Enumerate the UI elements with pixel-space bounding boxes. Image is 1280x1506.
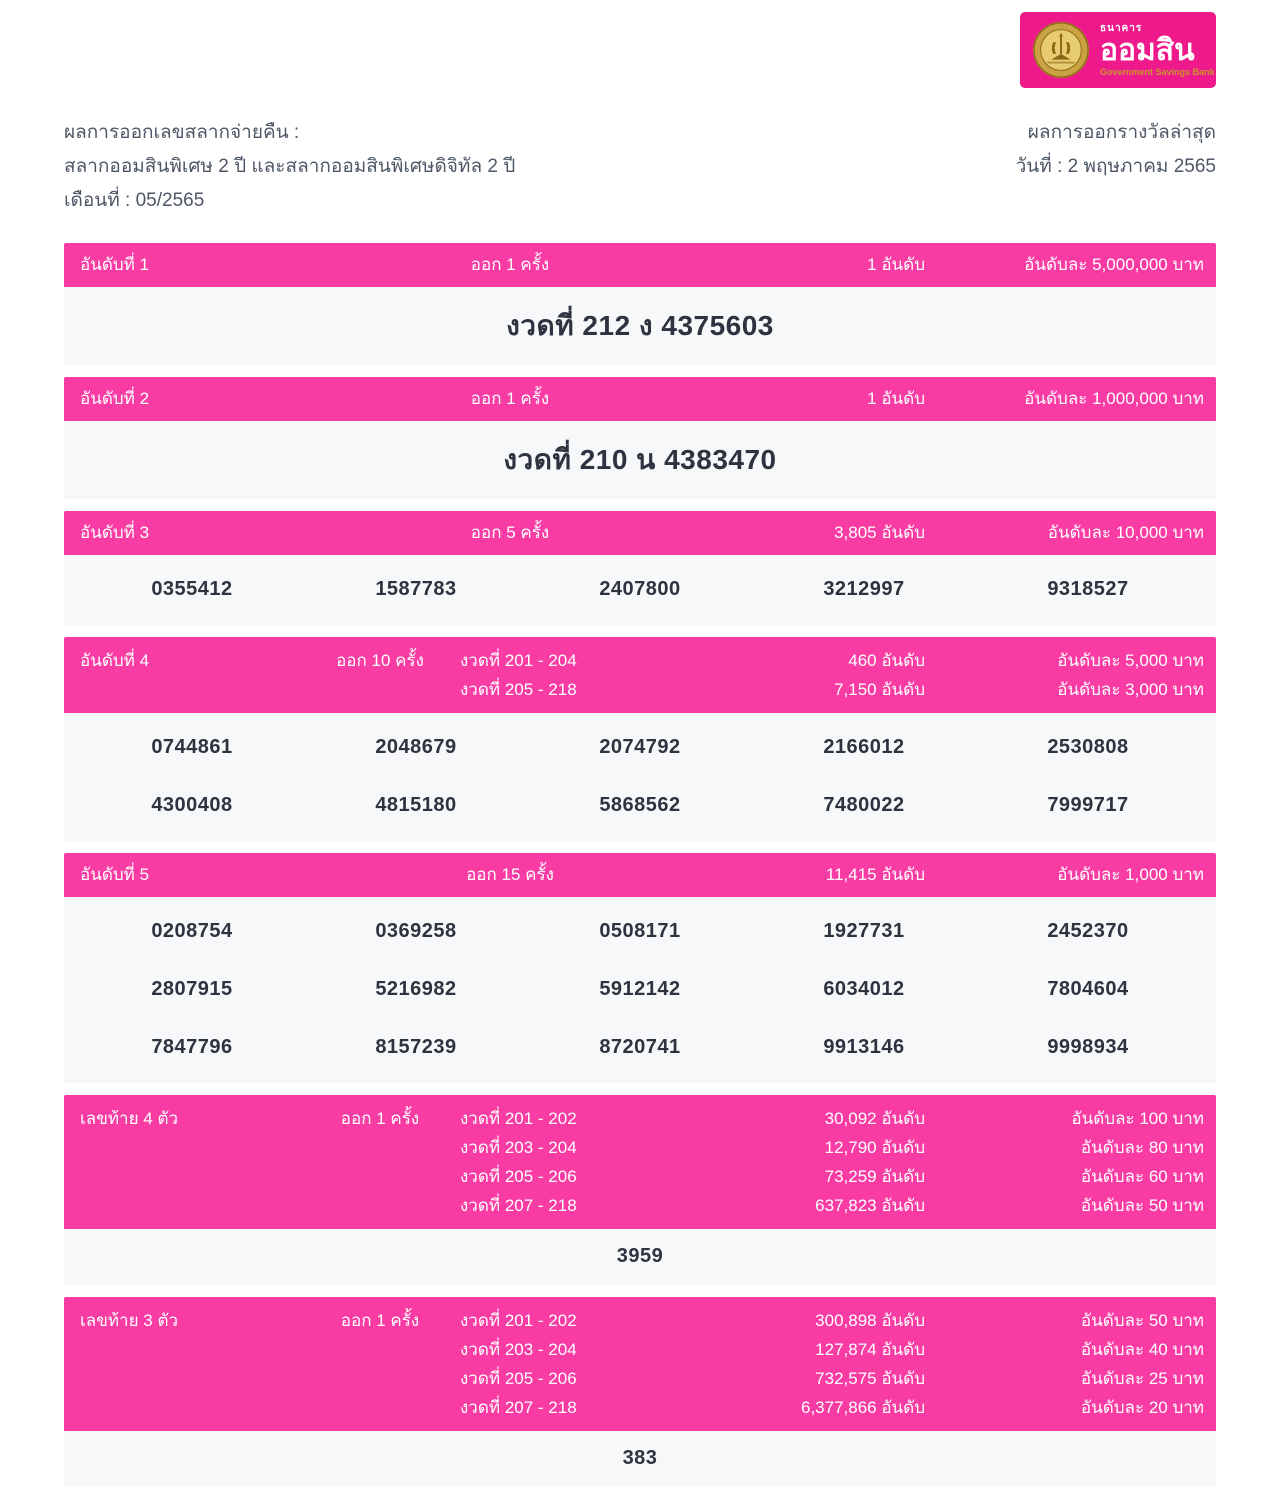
winning-number: 1587783 [375, 578, 457, 601]
tier-winner-count: 1 อันดับ [867, 255, 925, 275]
gsb-bank-name-en: Government Savings Bank [1100, 66, 1215, 77]
tier-winner-count: 127,874 อันดับ [815, 1339, 925, 1359]
winning-number: 2530808 [1047, 736, 1129, 759]
tier-bar-row [80, 1306, 1204, 1335]
tier-prize-amount: อันดับละ 60 บาท [1080, 1166, 1204, 1186]
tier-winner-count: 1 อันดับ [867, 389, 925, 409]
tier-title: อันดับที่ 2 [80, 389, 150, 409]
tier-title: อันดับที่ 1 [80, 255, 150, 275]
tier-winner-count: 12,790 อันดับ [824, 1137, 925, 1157]
draw-range: งวดที่ 205 - 206 [460, 1166, 577, 1186]
tier-bar-row [80, 1133, 1204, 1162]
winning-number: 9318527 [1047, 578, 1129, 601]
tier-title: อันดับที่ 5 [80, 865, 150, 885]
tier-prize-amount: อันดับละ 80 บาท [1080, 1137, 1204, 1157]
tier-title: อันดับที่ 3 [80, 523, 150, 543]
prize-tier-5-section [64, 853, 1216, 1083]
tier-prize-amount: อันดับละ 3,000 บาท [1057, 679, 1204, 699]
tier-bar-row [80, 1104, 1204, 1133]
winning-number: 2166012 [823, 736, 905, 759]
winning-number: 2074792 [599, 736, 681, 759]
draw-range: งวดที่ 201 - 202 [460, 1108, 577, 1128]
tier-bar-row [80, 1393, 1204, 1422]
tier-prize-amount: อันดับละ 40 บาท [1080, 1339, 1204, 1359]
tier-prize-amount: อันดับละ 100 บาท [1071, 1108, 1204, 1128]
results-title-line1: ผลการออกเลขสลากจ่ายคืน : [64, 122, 300, 143]
draw-range: งวดที่ 203 - 204 [460, 1137, 577, 1157]
prize-tier-4-bar [64, 637, 1216, 713]
prize-tier-3-section [64, 511, 1216, 625]
winning-number: 5868562 [599, 794, 681, 817]
winning-number: 5912142 [599, 978, 681, 1001]
tier-winner-count: 460 อันดับ [848, 650, 925, 670]
tier-bar-row [80, 1191, 1204, 1220]
tier-winner-count: 637,823 อันดับ [815, 1195, 925, 1215]
winning-number: 3212997 [823, 578, 905, 601]
winning-number: 7480022 [823, 794, 905, 817]
prize-tier-2-bar [64, 377, 1216, 421]
results-month: เดือนที่ : 05/2565 [64, 190, 205, 212]
tier-bar-row [80, 1162, 1204, 1191]
tier-4-numbers [64, 713, 1216, 841]
tier-winner-count: 11,415 อันดับ [825, 865, 925, 885]
prize-tier-2-section [64, 377, 1216, 499]
prize-tier-5-bar [64, 853, 1216, 897]
logo-row [64, 12, 1216, 88]
tier-5-numbers [64, 897, 1216, 1083]
winning-number: 2807915 [151, 978, 233, 1001]
winning-number: 8157239 [375, 1036, 457, 1059]
tier-prize-amount: อันดับละ 20 บาท [1080, 1397, 1204, 1417]
winning-number: 0744861 [151, 736, 233, 759]
winning-number: 8720741 [599, 1036, 681, 1059]
tier-prize-amount: อันดับละ 5,000,000 บาท [1024, 255, 1204, 275]
tier-draw-count: ออก 1 ครั้ง [470, 255, 550, 275]
tier-winner-count: 30,092 อันดับ [824, 1108, 925, 1128]
tier-prize-amount: อันดับละ 50 บาท [1080, 1195, 1204, 1215]
gsb-bank-word: ธนาคาร [1100, 22, 1143, 34]
winning-number: 7847796 [151, 1036, 233, 1059]
winning-number: 7804604 [1047, 978, 1129, 1001]
last-4-digits-number: 3959 [64, 1229, 1216, 1285]
draw-range: งวดที่ 201 - 204 [460, 650, 577, 670]
tier-3-numbers [64, 555, 1216, 625]
gsb-bank-logo [1020, 12, 1216, 88]
tier-title: เลขท้าย 3 ตัว [80, 1310, 179, 1330]
gsb-emblem-icon [1032, 21, 1090, 79]
tier-bar-row [80, 646, 1204, 675]
tier-draw-count: ออก 15 ครั้ง [466, 865, 554, 885]
draw-range: งวดที่ 203 - 204 [460, 1339, 577, 1359]
winning-number: 6034012 [823, 978, 905, 1001]
last-4-digits-section [64, 1095, 1216, 1285]
tier-draw-count: ออก 1 ครั้ง [340, 1108, 420, 1128]
winning-number: 4815180 [375, 794, 457, 817]
tier-winner-count: 732,575 อันดับ [815, 1368, 925, 1388]
draw-range: งวดที่ 205 - 218 [460, 679, 577, 699]
winning-number: 1927731 [823, 920, 905, 943]
tier-prize-amount: อันดับละ 25 บาท [1080, 1368, 1204, 1388]
prize-tier-1-section [64, 243, 1216, 365]
winning-number: 4300408 [151, 794, 233, 817]
draw-date: วันที่ : 2 พฤษภาคม 2565 [1015, 156, 1216, 178]
winning-number: 0369258 [375, 920, 457, 943]
last-3-digits-section [64, 1297, 1216, 1487]
tier-draw-count: ออก 10 ครั้ง [336, 650, 424, 670]
page-header [64, 116, 1216, 219]
winning-number: 2452370 [1047, 920, 1129, 943]
prize-sections [64, 243, 1216, 1487]
last-4-digits-bar [64, 1095, 1216, 1229]
tier-prize-amount: อันดับละ 1,000,000 บาท [1024, 389, 1204, 409]
winning-number: 0208754 [151, 920, 233, 943]
tier-1-winning-number: งวดที่ 212 ง 4375603 [64, 287, 1216, 365]
tier-winner-count: 7,150 อันดับ [834, 679, 925, 699]
prize-tier-3-bar [64, 511, 1216, 555]
last-3-digits-number: 383 [64, 1431, 1216, 1487]
winning-number: 2407800 [599, 578, 681, 601]
prize-tier-1-bar [64, 243, 1216, 287]
tier-prize-amount: อันดับละ 5,000 บาท [1057, 650, 1204, 670]
winning-number: 9998934 [1047, 1036, 1129, 1059]
draw-range: งวดที่ 207 - 218 [460, 1397, 577, 1417]
winning-number: 2048679 [375, 736, 457, 759]
tier-2-winning-number: งวดที่ 210 น 4383470 [64, 421, 1216, 499]
gsb-logo-text [1100, 24, 1215, 77]
tier-prize-amount: อันดับละ 10,000 บาท [1047, 523, 1204, 543]
prize-tier-4-section [64, 637, 1216, 841]
gsb-bank-name: ออมสิน [1100, 33, 1195, 67]
header-left [64, 116, 515, 219]
draw-range: งวดที่ 201 - 202 [460, 1310, 577, 1330]
winning-number: 9913146 [823, 1036, 905, 1059]
tier-title: เลขท้าย 4 ตัว [80, 1108, 179, 1128]
tier-prize-amount: อันดับละ 1,000 บาท [1057, 865, 1204, 885]
winning-number: 0355412 [151, 578, 233, 601]
tier-title: อันดับที่ 4 [80, 650, 150, 670]
tier-winner-count: 6,377,866 อันดับ [800, 1397, 925, 1417]
tier-winner-count: 3,805 อันดับ [834, 523, 925, 543]
tier-draw-count: ออก 1 ครั้ง [470, 389, 550, 409]
results-title-line2: สลากออมสินพิเศษ 2 ปี และสลากออมสินพิเศษดิจิทัล 2 ปี [64, 156, 516, 178]
winning-number: 7999717 [1047, 794, 1129, 817]
winning-number: 0508171 [599, 920, 681, 943]
header-right [1016, 116, 1216, 219]
last-3-digits-bar [64, 1297, 1216, 1431]
tier-winner-count: 300,898 อันดับ [815, 1310, 925, 1330]
tier-draw-count: ออก 5 ครั้ง [470, 523, 550, 543]
tier-bar-row [80, 1335, 1204, 1364]
tier-winner-count: 73,259 อันดับ [824, 1166, 925, 1186]
winning-number: 5216982 [375, 978, 457, 1001]
latest-draw-title: ผลการออกรางวัลล่าสุด [1027, 122, 1216, 143]
tier-bar-row [80, 675, 1204, 704]
tier-prize-amount: อันดับละ 50 บาท [1080, 1310, 1204, 1330]
draw-range: งวดที่ 205 - 206 [460, 1368, 577, 1388]
draw-range: งวดที่ 207 - 218 [460, 1195, 577, 1215]
tier-bar-row [80, 1364, 1204, 1393]
tier-draw-count: ออก 1 ครั้ง [340, 1310, 420, 1330]
